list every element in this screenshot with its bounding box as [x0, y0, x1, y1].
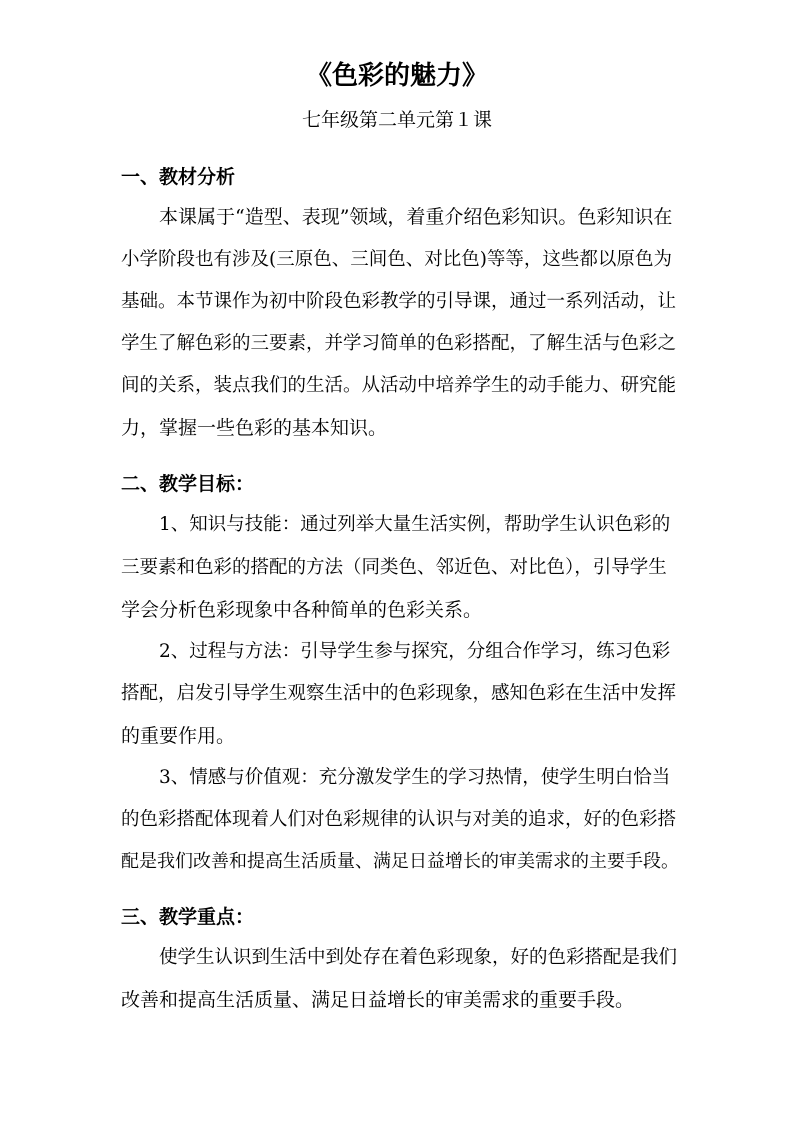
- paragraph-line: 的重要作用。: [121, 725, 236, 747]
- paragraph-line: 2、过程与方法：引导学生参与探究，分组合作学习，练习色彩: [159, 641, 671, 662]
- paragraph-line: 配是我们改善和提高生活质量、满足日益增长的审美需求的主要手段。: [121, 851, 679, 872]
- paragraph-line: 力，掌握一些色彩的基本知识。: [121, 417, 388, 439]
- document-title: 《色彩的魅力》: [305, 61, 488, 91]
- paragraph-line: 使学生认识到生活中到处存在着色彩现象，好的色彩搭配是我们: [159, 947, 678, 968]
- paragraph-line: 改善和提高生活质量、满足日益增长的审美需求的重要手段。: [121, 989, 635, 1011]
- paragraph-line: 3、情感与价值观：充分激发学生的学习热情，使学生明白恰当: [159, 767, 671, 788]
- section-heading-teaching-focus: 三、教学重点：: [121, 906, 255, 928]
- paragraph-line: 三要素和色彩的搭配的方法（同类色、邻近色、对比色），引导学生: [121, 557, 667, 578]
- paragraph-line: 搭配，启发引导学生观察生活中的色彩现象，感知色彩在生活中发挥: [121, 683, 677, 704]
- paragraph-line: 学会分析色彩现象中各种简单的色彩关系。: [121, 599, 483, 621]
- paragraph-line: 间的关系，装点我们的生活。从活动中培养学生的动手能力、研究能: [121, 375, 677, 396]
- paragraph-line: 小学阶段也有涉及(三原色、三间色、对比色)等等，这些都以原色为: [121, 249, 672, 270]
- paragraph-line: 的色彩搭配体现着人们对色彩规律的认识与对美的追求，好的色彩搭: [121, 809, 677, 830]
- paragraph-line: 基础。本节课作为初中阶段色彩教学的引导课，通过一系列活动，让: [121, 291, 677, 312]
- paragraph-line: 本课属于“造型、表现”领域，着重介绍色彩知识。色彩知识在: [159, 206, 673, 228]
- section-heading-teaching-goals: 二、教学目标：: [121, 473, 255, 495]
- paragraph-line: 学生了解色彩的三要素，并学习简单的色彩搭配，了解生活与色彩之: [121, 333, 677, 354]
- document-subtitle: 七年级第二单元第１课: [301, 109, 492, 131]
- section-heading-textbook-analysis: 一、教材分析: [121, 166, 236, 188]
- paragraph-line: 1、知识与技能：通过列举大量生活实例，帮助学生认识色彩的: [159, 514, 671, 535]
